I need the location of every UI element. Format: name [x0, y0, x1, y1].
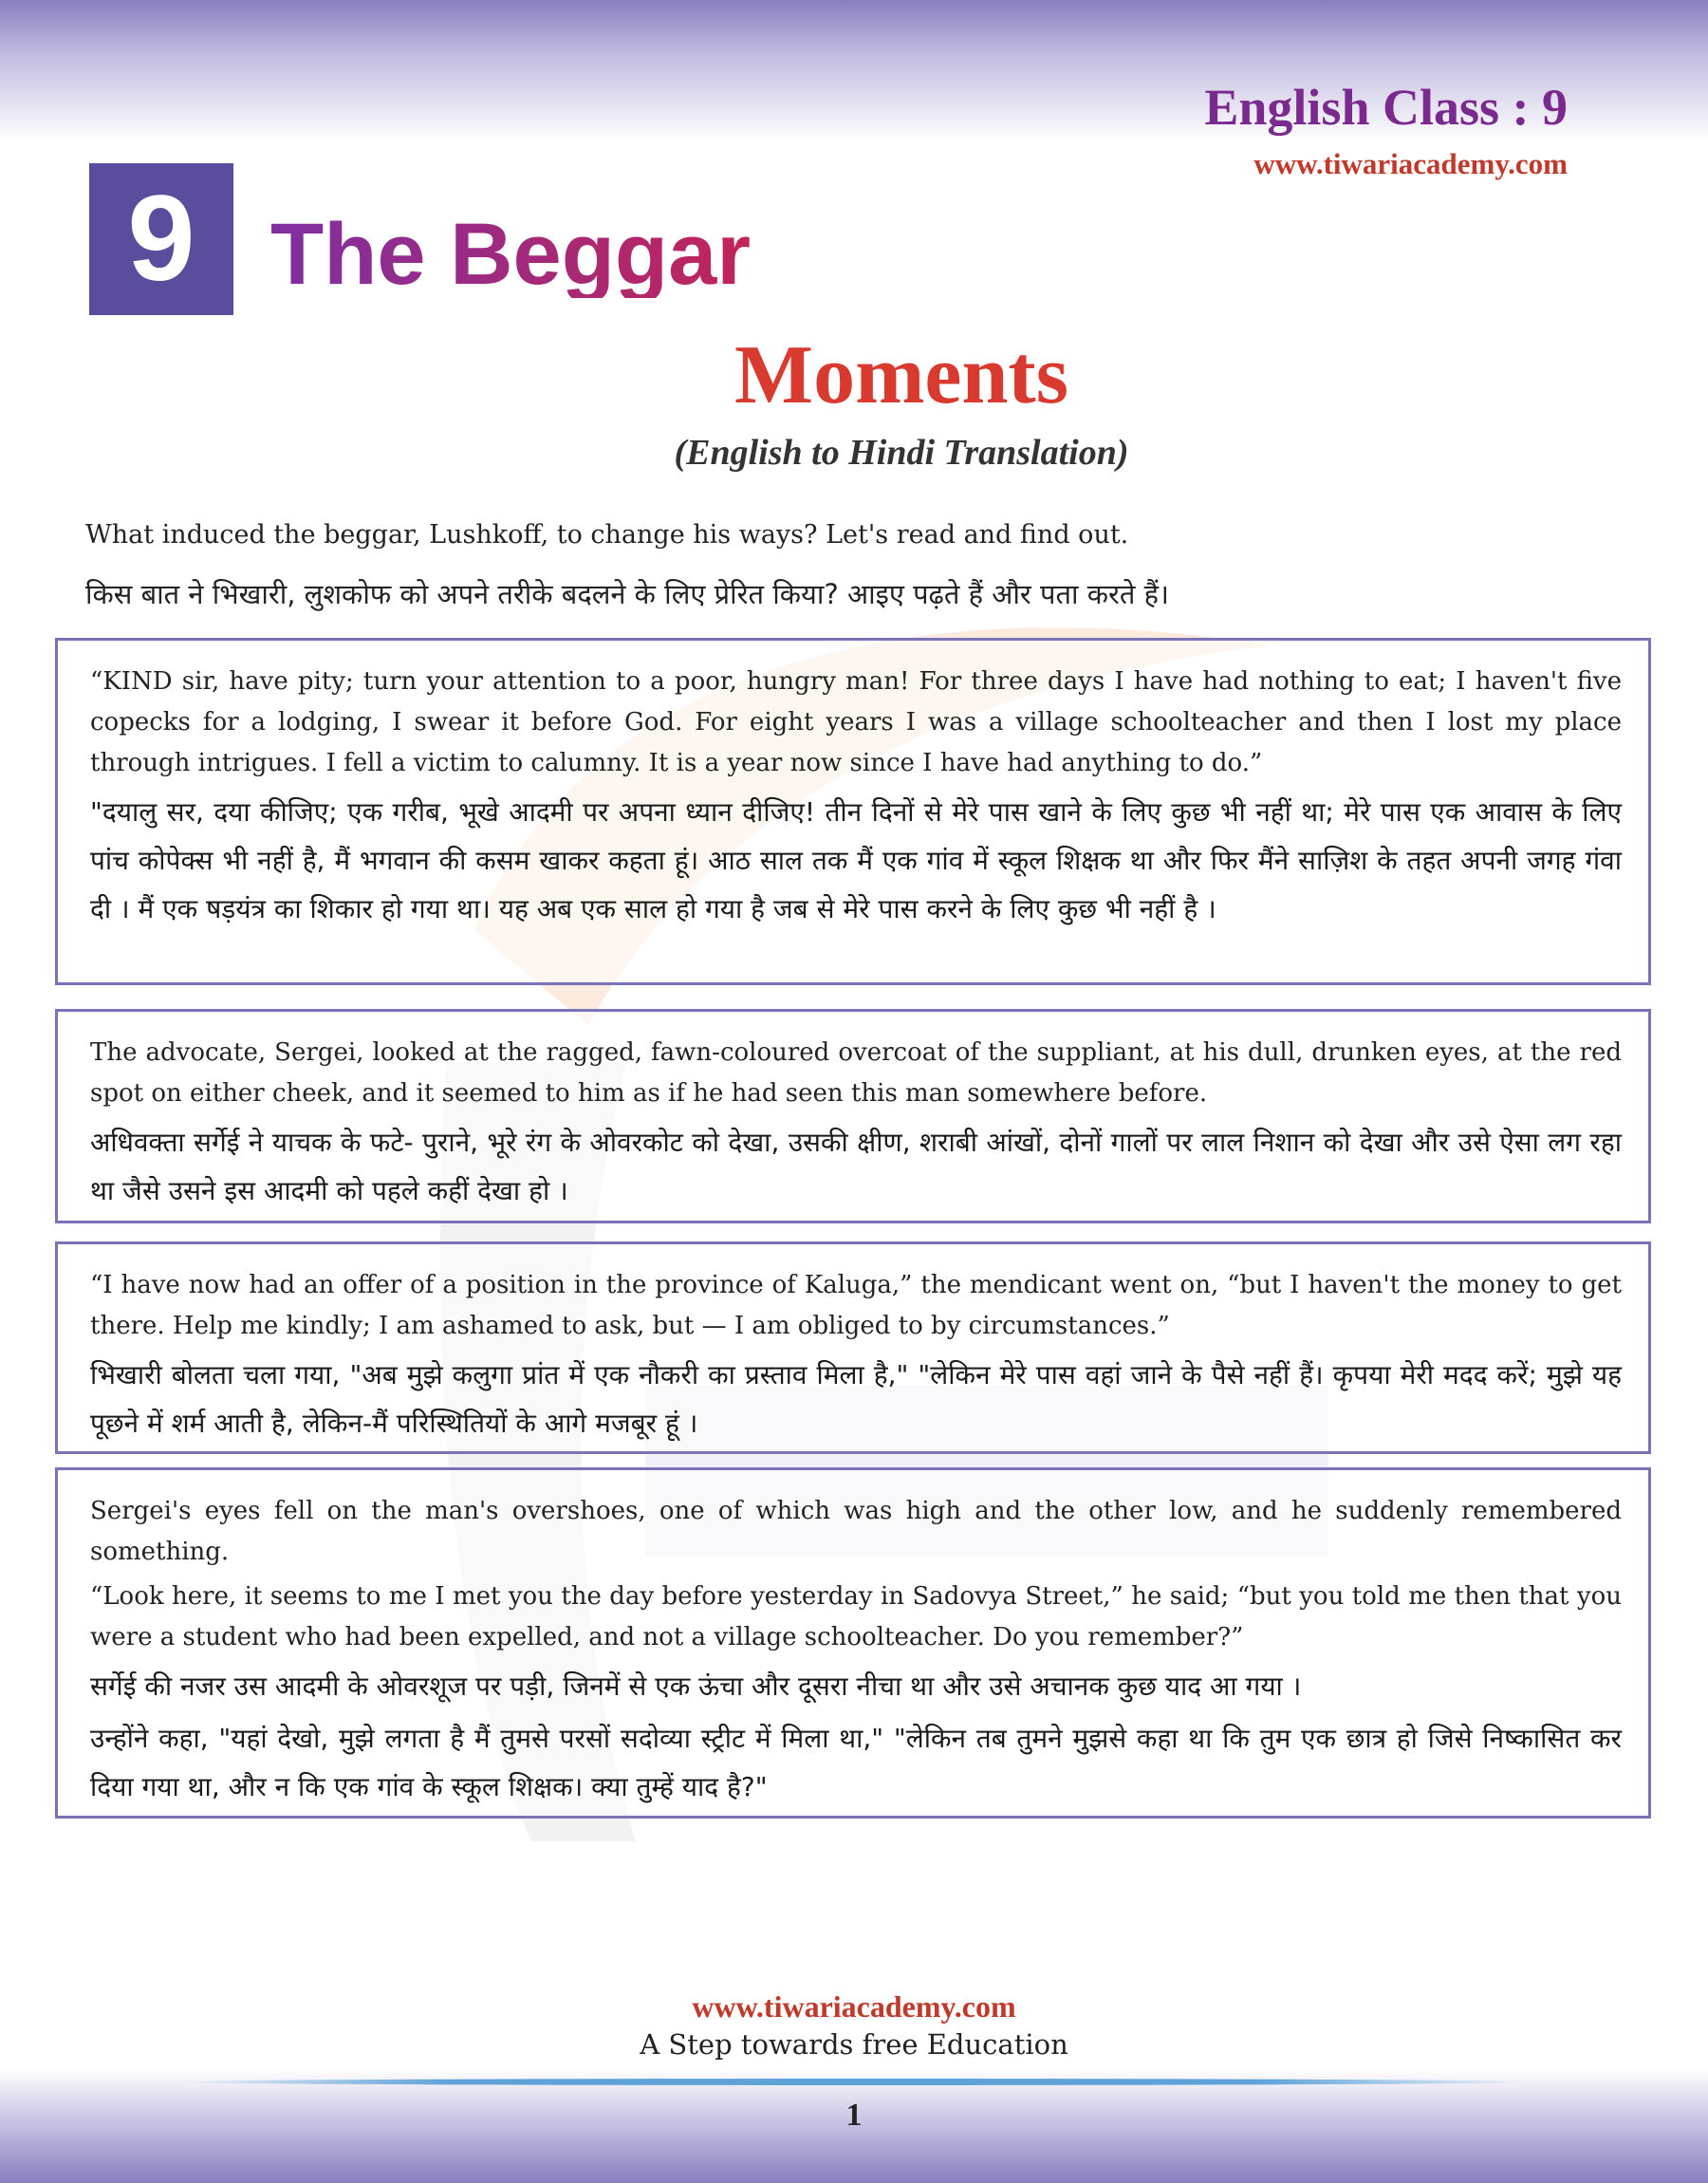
- section-english-paragraph: “Look here, it seems to me I met you the day before yesterday in Sadovya Street,” he said; “but you told me then that you were a student who had been expelled, and not a village schoolteacher. Do you remember?”: [90, 1582, 1622, 1651]
- translation-section-4: [55, 1467, 1651, 1819]
- section-english-paragraph: The advocate, Sergei, looked at the ragged, fawn-coloured overcoat of the suppliant, at his dull, drunken eyes, at the red spot on either cheek, and it seemed to him as if he had seen this man somewhere before.: [90, 1038, 1622, 1108]
- class-label: English Class : 9: [1204, 79, 1568, 136]
- chapter-title: The Beggar: [270, 206, 752, 303]
- footer-divider: [180, 2079, 1528, 2085]
- intro-english: What induced the beggar, Lushkoff, to change his ways? Let's read and find out.: [85, 520, 1129, 550]
- section-english-paragraph: “I have now had an offer of a position in the province of Kaluga,” the mendicant went on, “but I haven't the money to get there. Help me kindly; I am ashamed to ask, but — I am obliged to by circumstances.”: [90, 1271, 1622, 1340]
- translation-subtitle: (English to Hindi Translation): [674, 433, 1129, 473]
- section-hindi-paragraph: "दयालु सर, दया कीजिए; एक गरीब, भूखे आदमी पर अपना ध्यान दीजिए! तीन दिनों से मेरे पास खाने के लिए कुछ भी नहीं था; मेरे पास एक आवास के लिए पांच कोपेक्स भी नहीं है, मैं भगवान की कसम खाकर कहता हूं। आठ साल तक मैं एक गांव में स्कूल शिक्षक था और फिर मैंने साज़िश के तहत अपनी जगह गंवा दी । मैं एक षड़यंत्र का शिकार हो गया था। यह अब एक साल हो गया है जब से मेरे पास करने के लिए कुछ भी नहीं है ।: [90, 796, 1622, 924]
- intro-hindi: किस बात ने भिखारी, लुशकोफ को अपने तरीके बदलने के लिए प्रेरित किया? आइए पढ़ते हैं और पता करते हैं।: [85, 578, 1169, 610]
- chapter-number-badge: 9: [89, 163, 233, 315]
- translation-section-1: [55, 638, 1651, 985]
- book-name: Moments: [734, 329, 1068, 421]
- section-hindi-paragraph: अधिवक्ता सर्गेई ने याचक के फटे- पुराने, भूरे रंग के ओवरकोट को देखा, उसकी क्षीण, शराबी आंखों, दोनों गालों पर लाल निशान को देखा और उसे ऐसा लग रहा था जैसे उसने इस आदमी को पहले कहीं देखा हो ।: [90, 1127, 1622, 1206]
- header-website-link[interactable]: www.tiwariacademy.com: [1253, 147, 1568, 180]
- section-hindi-paragraph: सर्गेई की नजर उस आदमी के ओवरशूज पर पड़ी, जिनमें से एक ऊंचा और दूसरा नीचा था और उसे अचानक कुछ याद आ गया ।: [90, 1670, 1302, 1702]
- section-english-paragraph: Sergei's eyes fell on the man's overshoes, one of which was high and the other low, and he suddenly remembered something.: [90, 1497, 1622, 1566]
- section-hindi-paragraph: उन्होंने कहा, "यहां देखो, मुझे लगता है मैं तुमसे परसों सदोव्या स्ट्रीट में मिला था," "लेकिन तब तुमने मुझसे कहा था कि तुम एक छात्र हो जिसे निष्कासित कर दिया गया था, और न कि एक गांव के स्कूल शिक्षक। क्या तुम्हें याद है?": [90, 1723, 1622, 1802]
- footer-website-link[interactable]: www.tiwariacademy.com: [692, 1989, 1016, 2024]
- section-english-paragraph: “KIND sir, have pity; turn your attention to a poor, hungry man! For three days I have had nothing to eat; I haven't five copecks for a lodging, I swear it before God. For eight years I was a village schoolteacher and then I lost my place through intrigues. I fell a victim to calumny. It is a year now since I have had anything to do.”: [90, 667, 1622, 777]
- translation-section-2: [55, 1009, 1651, 1223]
- translation-section-3: [55, 1241, 1651, 1454]
- footer-tagline: A Step towards free Education: [640, 2028, 1068, 2061]
- page-number: 1: [845, 2098, 863, 2133]
- section-hindi-paragraph: भिखारी बोलता चला गया, "अब मुझे कलुगा प्रांत में एक नौकरी का प्रस्ताव मिला है," "लेकिन मेरे पास वहां जाने के पैसे नहीं हैं। कृपया मेरी मदद करें; मुझे यह पूछने में शर्म आती है, लेकिन-मैं परिस्थितियों के आगे मजबूर हूं ।: [90, 1359, 1622, 1439]
